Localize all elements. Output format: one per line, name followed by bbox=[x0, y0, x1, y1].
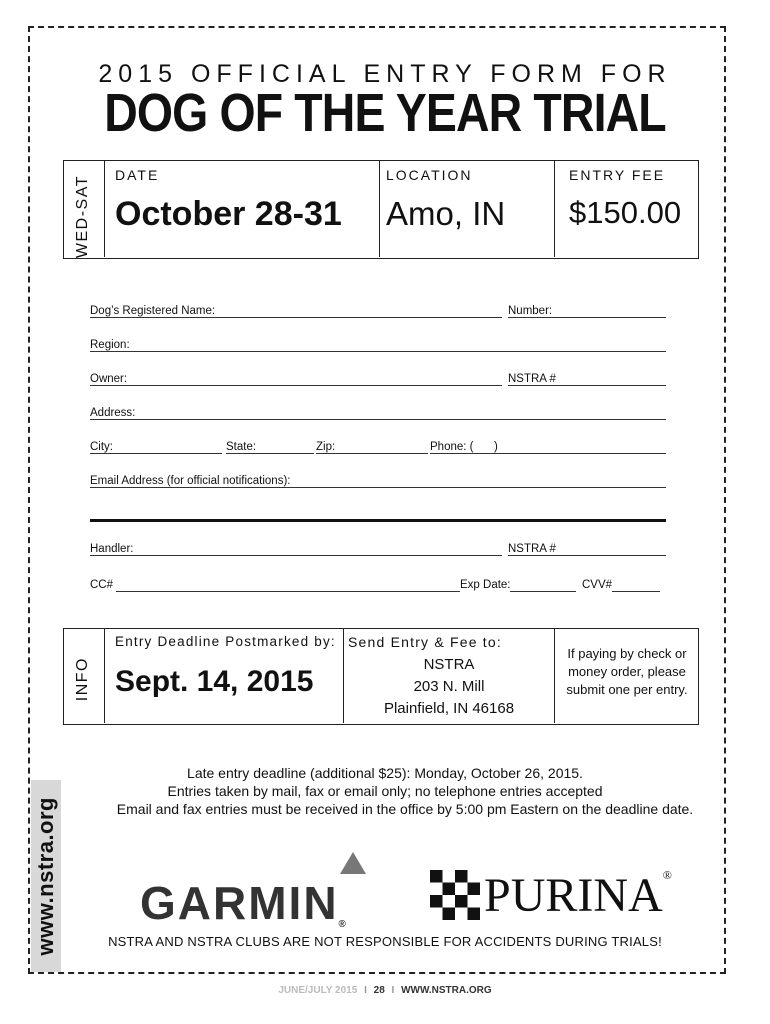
region-field[interactable] bbox=[90, 351, 666, 352]
garmin-registered: ® bbox=[338, 919, 348, 930]
owner-row bbox=[90, 368, 666, 386]
owner-nstra-field[interactable] bbox=[508, 385, 666, 386]
owner-nstra-label: NSTRA # bbox=[508, 373, 556, 385]
exp-field[interactable] bbox=[510, 591, 576, 592]
dog-name-field[interactable] bbox=[90, 317, 502, 318]
handler-label: Handler: bbox=[90, 543, 134, 555]
state-label: State: bbox=[226, 441, 257, 453]
address-field[interactable] bbox=[90, 419, 666, 420]
number-field[interactable] bbox=[508, 317, 666, 318]
number-label: Number: bbox=[508, 305, 553, 317]
issue-date: JUNE/JULY 2015 bbox=[278, 985, 358, 996]
zip-label: Zip: bbox=[316, 441, 336, 453]
phone-paren: ) bbox=[494, 441, 498, 453]
handler-field[interactable] bbox=[90, 555, 502, 556]
owner-label: Owner: bbox=[90, 373, 128, 385]
send-label: Send Entry & Fee to: bbox=[348, 634, 502, 650]
dog-name-row bbox=[90, 300, 666, 318]
deadline-info-box bbox=[63, 628, 699, 725]
region-label: Region: bbox=[90, 339, 130, 351]
section-divider bbox=[90, 519, 666, 522]
address-row bbox=[90, 402, 666, 420]
deadline-value: Sept. 14, 2015 bbox=[115, 665, 314, 698]
region-row bbox=[90, 334, 666, 352]
fee-cell bbox=[555, 161, 697, 257]
website-url[interactable]: www.nstra.org bbox=[33, 796, 58, 956]
form-title-main: DOG OF THE YEAR TRIAL bbox=[104, 83, 666, 143]
cvv-label: CVV# bbox=[582, 579, 613, 591]
send-street: 203 N. Mill bbox=[413, 678, 485, 695]
disclaimer: NSTRA AND NSTRA CLUBS ARE NOT RESPONSIBLE FOR ACCIDENTS DURING TRIALS! bbox=[108, 934, 662, 949]
garmin-logo bbox=[140, 876, 348, 930]
location-label: LOCATION bbox=[386, 167, 473, 183]
cc-label: CC# bbox=[90, 579, 114, 591]
phone-field[interactable] bbox=[430, 453, 666, 454]
email-label: Email Address (for official notifications): bbox=[90, 475, 291, 487]
city-row bbox=[90, 436, 666, 454]
purina-checkerboard-icon bbox=[430, 870, 480, 920]
deadline-label: Entry Deadline Postmarked by: bbox=[115, 634, 336, 649]
garmin-triangle-icon bbox=[340, 852, 366, 874]
date-value: October 28-31 bbox=[115, 195, 342, 233]
phone-label: Phone: ( bbox=[430, 441, 474, 453]
deadline-cell bbox=[105, 629, 344, 723]
footer-separator-2: I bbox=[391, 985, 395, 996]
days-cell bbox=[64, 161, 105, 257]
owner-field[interactable] bbox=[90, 385, 502, 386]
address-label: Address: bbox=[90, 407, 136, 419]
purina-registered: ® bbox=[662, 868, 672, 882]
email-fax-note: Email and fax entries must be received in the office by 5:00 pm Eastern on the deadline date. bbox=[116, 801, 694, 817]
check-note: If paying by check or money order, please submit one per entry. bbox=[566, 646, 688, 697]
footer-separator: I bbox=[364, 985, 367, 996]
location-value: Amo, IN bbox=[386, 195, 506, 232]
city-label: City: bbox=[90, 441, 113, 453]
date-label: DATE bbox=[115, 167, 160, 183]
date-cell bbox=[105, 161, 380, 257]
zip-field[interactable] bbox=[316, 453, 428, 454]
send-org: NSTRA bbox=[423, 656, 475, 673]
email-field[interactable] bbox=[90, 487, 666, 488]
handler-nstra-field[interactable] bbox=[508, 555, 666, 556]
form-title-line1: 2015 OFFICIAL ENTRY FORM FOR bbox=[98, 60, 672, 88]
info-label: INFO bbox=[74, 657, 91, 702]
days-label: WED-SAT bbox=[74, 175, 91, 259]
send-city: Plainfield, IN 46168 bbox=[383, 700, 515, 717]
location-cell bbox=[380, 161, 555, 257]
entries-note: Entries taken by mail, fax or email only; no telephone entries accepted bbox=[167, 783, 603, 799]
cc-field[interactable] bbox=[116, 591, 460, 592]
credit-card-row bbox=[90, 574, 666, 592]
purina-logo bbox=[484, 868, 672, 923]
dog-name-label: Dog’s Registered Name: bbox=[90, 305, 216, 317]
page-footer bbox=[0, 985, 770, 996]
send-to-cell bbox=[344, 629, 555, 723]
state-field[interactable] bbox=[226, 453, 314, 454]
page-number: 28 bbox=[373, 985, 385, 996]
fee-label: ENTRY FEE bbox=[569, 167, 666, 183]
handler-nstra-label: NSTRA # bbox=[508, 543, 556, 555]
footer-site[interactable]: WWW.NSTRA.ORG bbox=[401, 985, 492, 996]
purina-wordmark: PURINA bbox=[484, 869, 663, 922]
garmin-wordmark: GARMIN bbox=[140, 877, 339, 929]
info-side-cell bbox=[64, 629, 105, 723]
late-deadline-note: Late entry deadline (additional $25): Monday, October 26, 2015. bbox=[187, 765, 583, 781]
exp-label: Exp Date: bbox=[460, 579, 511, 591]
event-info-box bbox=[63, 160, 699, 259]
cvv-field[interactable] bbox=[612, 591, 660, 592]
fee-value: $150.00 bbox=[569, 195, 682, 230]
handler-row bbox=[90, 538, 666, 556]
email-row bbox=[90, 470, 666, 488]
city-field[interactable] bbox=[90, 453, 222, 454]
